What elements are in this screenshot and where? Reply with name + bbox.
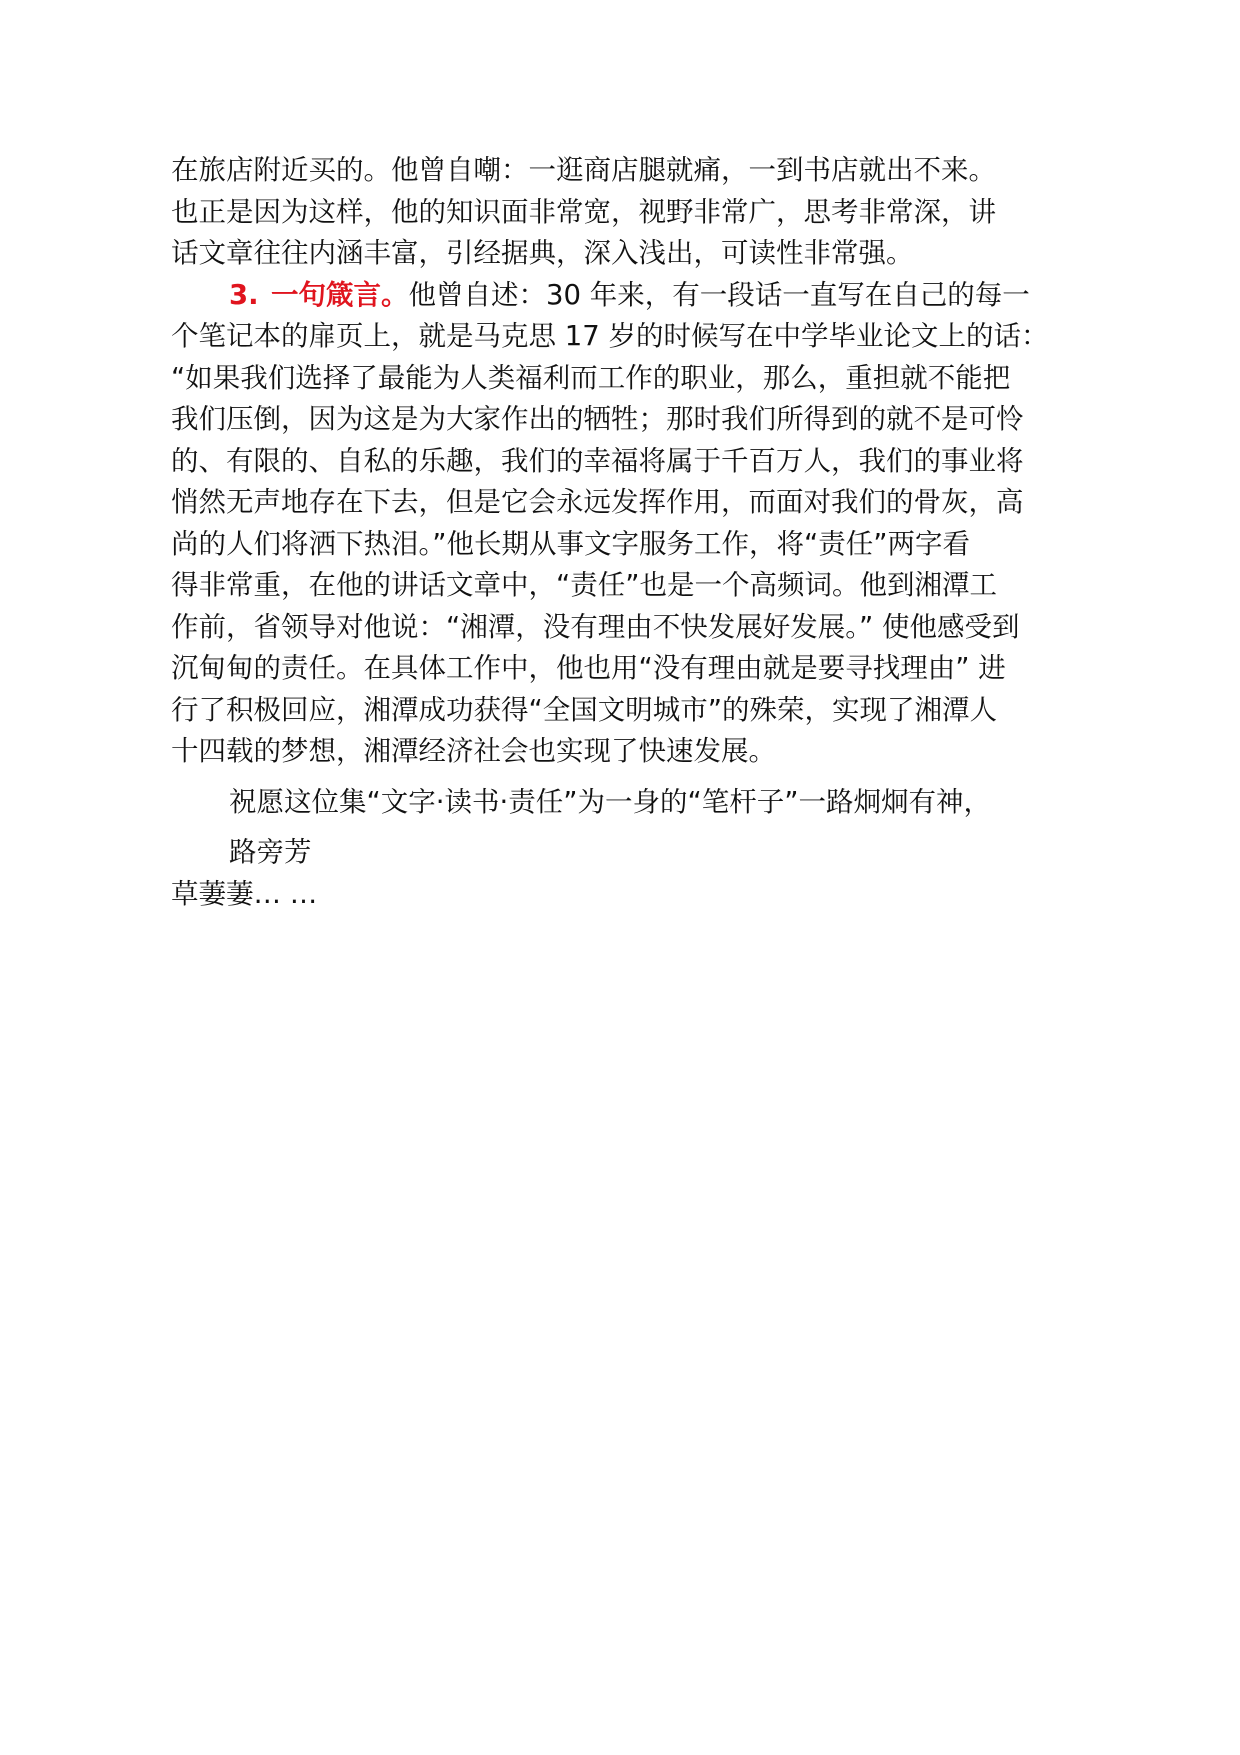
section-3-first-line-text: 他曾自述：30 年来，有一段话一直写在自己的每一 [408,278,1030,311]
section-3-line: 尚的人们将洒下热泪。”他长期从事文字服务工作，将“责任”两字看 [171,527,970,560]
paragraph-1-line-3: 话文章往往内涵丰富，引经据典，深入浅出，可读性非常强。 [171,237,914,269]
closing-ending: 草萋萋… … [171,877,318,910]
document-body [171,150,1081,915]
section-3-line: 得非常重，在他的讲话文章中，“责任”也是一个高频词。他到湘潭工 [171,569,997,601]
section-3-title: 一句箴言。 [271,278,409,311]
paragraph-gap [171,823,1081,832]
section-3-line: 十四载的梦想，湘潭经济社会也实现了快速发展。 [171,735,776,767]
section-3-line: 的、有限的、自私的乐趣，我们的幸福将属于千百万人，我们的事业将 [171,444,1024,477]
section-3-number: 3. [229,278,259,311]
section-3-line: 个笔记本的扉页上，就是马克思 17 岁的时候写在中学毕业论文上的话： [171,320,1049,352]
paragraph-1-line-2: 也正是因为这样，他的知识面非常宽，视野非常广，思考非常深，讲 [171,195,996,228]
paragraph-gap [171,773,1081,782]
section-3-line: 行了积极回应，湘潭成功获得“全国文明城市”的殊荣，实现了湘潭人 [171,693,997,726]
paragraph-1-line-1: 在旅店附近买的。他曾自嘲：一逛商店腿就痛，一到书店就出不来。 [171,154,996,186]
section-3-line: “如果我们选择了最能为人类福利而工作的职业，那么，重担就不能把 [171,361,1011,394]
section-3-first-line [171,275,1081,317]
section-3-line: 我们压倒，因为这是为大家作出的牺牲；那时我们所得到的就不是可怜 [171,403,1024,435]
section-3-line: 悄然无声地存在下去，但是它会永远发挥作用，而面对我们的骨灰，高 [171,486,1024,518]
section-3-line: 沉甸甸的责任。在具体工作中，他也用“没有理由就是要寻找理由” 进 [171,652,1006,684]
section-3-line: 作前，省领导对他说：“湘潭，没有理由不快发展好发展。” 使他感受到 [171,610,1020,643]
closing-line-2: 路旁芳 [229,836,312,868]
closing-line-1: 祝愿这位集“文字·读书·责任”为一身的“笔杆子”一路炯炯有神， [229,785,991,818]
